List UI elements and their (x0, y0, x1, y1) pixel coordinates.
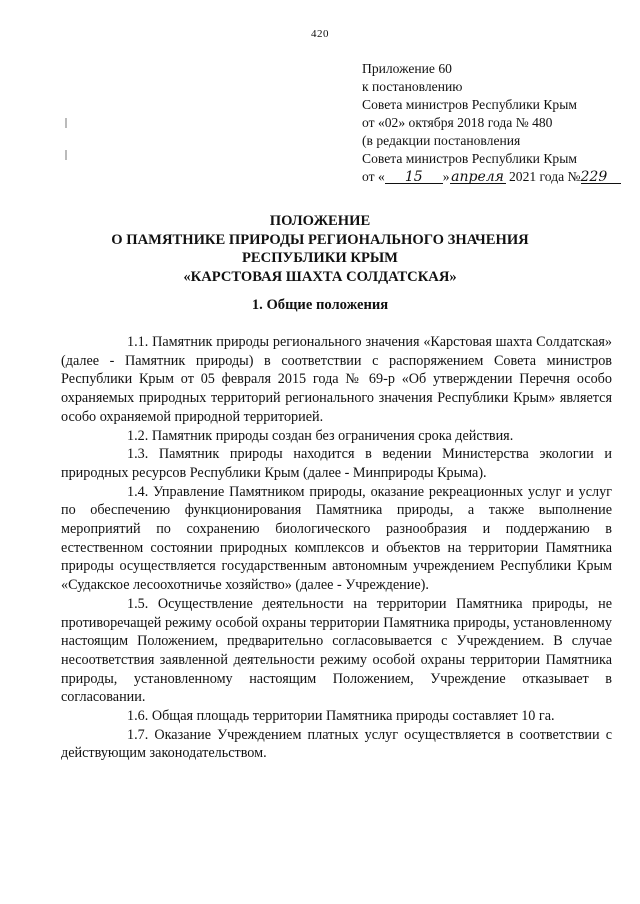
paragraph: 1.5. Осуществление деятельности на территории Памятника природы, не противоречащей режиму особой охраны территории Памятника природы, установленному настоящим Положением, предварительно согласовывается с Учреждением. В случае несоответствия заявленной деятельности режиму особой охраны территории Памятника природы, установленному настоящим Положением, Учреждение отказывает в согласовании. (61, 595, 612, 706)
paragraph: 1.3. Памятник природы находится в ведении Министерства экологии и природных ресурсов Республики Крым (далее - Минприроды Крыма). (61, 446, 612, 481)
title-line: РЕСПУБЛИКИ КРЫМ (242, 250, 398, 266)
paragraph: 1.7. Оказание Учреждением платных услуг осуществляется в соответствии с действующим законодательством. (61, 726, 612, 762)
appendix-line: к постановлению (362, 79, 463, 94)
handwritten-number: 229 (581, 168, 621, 186)
document-title (0, 212, 640, 286)
paragraph: 1.2. Памятник природы создан без ограничения срока действия. (127, 427, 514, 444)
appendix-block (362, 60, 632, 186)
appendix-line: (в редакции постановления (362, 133, 521, 148)
appendix-date-line (362, 168, 632, 186)
appendix-line: Приложение 60 (362, 61, 452, 76)
paragraph: 1.6. Общая площадь территории Памятника природы составляет 10 га. (127, 708, 555, 725)
date-year: 2021 года № (508, 169, 581, 184)
scan-margin-mark (65, 150, 67, 160)
page-number: 420 (311, 28, 329, 40)
paragraph: 1.1. Памятник природы регионального значения «Карстовая шахта Солдатская» (далее - Памятник природы) в соответствии с распоряжением Совета министров Республики Крым от 05 февраля 2015 года № 69-р «Об утверждении Перечня особо охраняемых природных территорий регионального значения Республики Крым» является особо охраняемой природной территорией. (61, 334, 612, 425)
paragraph: 1.4. Управление Памятником природы, оказание рекреационных услуг и услуг по обеспечению функционирования Памятника природы, а также выполнение мероприятий по сохранению биологического разнообразия и поддержанию в естественном состоянии природных комплексов и объектов на территории Памятника природы осуществляется государственным автономным учреждением Республики Крым «Судакское лесоохотничье хозяйство» (далее - Учреждение). (61, 483, 612, 594)
appendix-line: Совета министров Республики Крым (362, 151, 577, 166)
section-heading: 1. Общие положения (251, 297, 389, 313)
document-body (61, 333, 612, 763)
title-line: О ПАМЯТНИКЕ ПРИРОДЫ РЕГИОНАЛЬНОГО ЗНАЧЕНИЯ (111, 231, 529, 248)
appendix-line: от «02» октября 2018 года № 480 (362, 115, 553, 130)
scan-margin-mark (65, 118, 67, 128)
handwritten-month: апреля (451, 169, 504, 185)
title-line: «КАРСТОВАЯ ШАХТА СОЛДАТСКАЯ» (183, 268, 457, 285)
handwritten-day: 15 (385, 168, 443, 186)
date-prefix: от « (362, 169, 385, 184)
appendix-line: Совета министров Республики Крым (362, 97, 577, 112)
title-line: ПОЛОЖЕНИЕ (269, 213, 371, 229)
date-quote-close: » (442, 169, 450, 184)
